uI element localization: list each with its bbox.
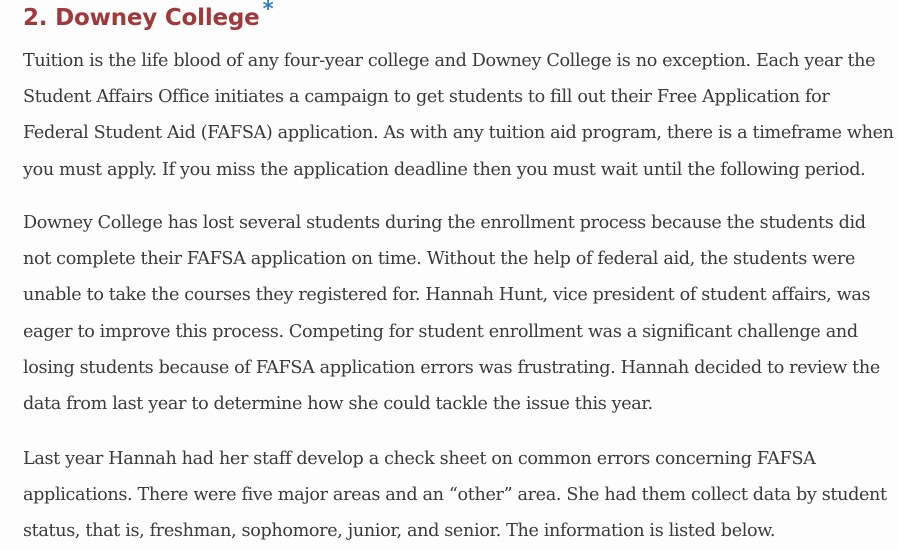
section-title: 2. Downey College [23, 5, 260, 31]
paragraph-enrollment-loss: Downey College has lost several students during the enrollment process because the students did not complete their FAFSA application on time. Without the help of federal aid, the students were unable to take the courses they registered for. Hannah Hunt, vice president of student affairs, was eager to improve this process. Competing for student enrollment was a significant challenge and losing students because of FAFSA application errors was frustrating. Hannah decided to review the data from last year to determine how she could tackle the issue this year. [23, 213, 880, 415]
asterisk-marker: * [262, 0, 274, 21]
paragraph-tuition-intro: Tuition is the life blood of any four-year college and Downey College is no exception. Each year the Student Affairs Office initiates a campaign to get students to fill out their Free Application for Federal Student Aid (FAFSA) application. As with any tuition aid program, there is a timeframe when you must apply. If you miss the application deadline then you must wait until the following period. [23, 51, 894, 180]
section-heading [23, 0, 274, 33]
paragraph-check-sheet: Last year Hannah had her staff develop a check sheet on common errors concerning FAFSA applications. There were five major areas and an “other” area. She had them collect data by student status, that is, freshman, sophomore, junior, and senior. The information is listed below. [23, 449, 887, 542]
